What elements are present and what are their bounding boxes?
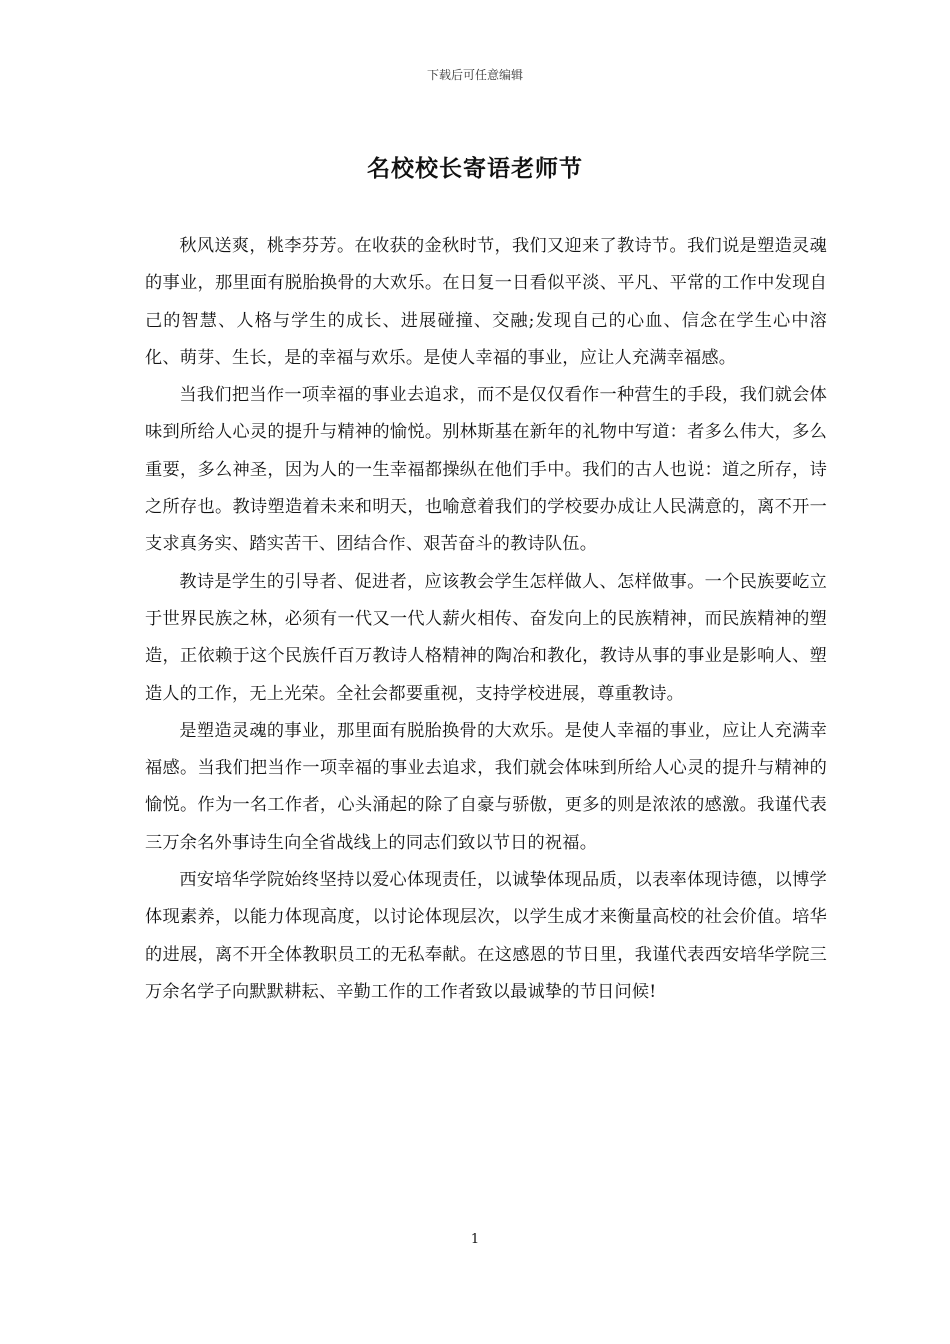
document-title: 名校校长寄语老师节 (367, 155, 583, 182)
page-number: 1 (470, 1232, 480, 1247)
paragraph-4: 是塑造灵魂的事业，那里面有脱胎换骨的大欢乐。是使人幸福的事业，应让人充满幸福感。当我们把当作一项幸福的事业去追求，我们就会体味到所给人心灵的提升与精神的愉悦。作为一名工作者，心头涌起的除了自豪与骄傲，更多的则是浓浓的感激。我谨代表三万余名外事诗生向全省战线上的同志们致以节日的祝福。 (145, 720, 827, 853)
paragraph-3: 教诗是学生的引导者、促进者，应该教会学生怎样做人、怎样做事。一个民族要屹立于世界民族之林，必须有一代又一代人薪火相传、奋发向上的民族精神，而民族精神的塑造，正依赖于这个民族仟百万教诗人格精神的陶冶和教化，教诗从事的事业是影响人、塑造人的工作，无上光荣。全社会都要重视，支持学校进展，尊重教诗。 (145, 571, 827, 704)
header-note: 下载后可任意编辑 (426, 68, 523, 82)
paragraph-2: 当我们把当作一项幸福的事业去追求，而不是仅仅看作一种营生的手段，我们就会体味到所给人心灵的提升与精神的愉悦。别林斯基在新年的礼物中写道：者多么伟大，多么重要，多么神圣，因为人的一生幸福都操纵在他们手中。我们的古人也说：道之所存，诗之所存也。教诗塑造着未来和明天，也喻意着我们的学校要办成让人民满意的，离不开一支求真务实、踏实苦干、团结合作、艰苦奋斗的教诗队伍。 (145, 385, 827, 555)
paragraph-1: 秋风送爽，桃李芬芳。在收获的金秋时节，我们又迎来了教诗节。我们说是塑造灵魂的事业，那里面有脱胎换骨的大欢乐。在日复一日看似平淡、平凡、平常的工作中发现自己的智慧、人格与学生的成长、进展碰撞、交融;发现自己的心血、信念在学生心中溶化、萌芽、生长，是的幸福与欢乐。是使人幸福的事业，应让人充满幸福感。 (145, 236, 827, 368)
document-body (145, 228, 827, 1011)
paragraph-5: 西安培华学院始终坚持以爱心体现责任，以诚挚体现品质，以表率体现诗德，以博学体现素养，以能力体现高度，以讨论体现层次，以学生成才来衡量高校的社会价值。培华的进展，离不开全体教职员工的无私奉献。在这感恩的节日里，我谨代表西安培华学院三万余名学子向默默耕耘、辛勤工作的工作者致以最诚挚的节日问候! (145, 870, 827, 1002)
